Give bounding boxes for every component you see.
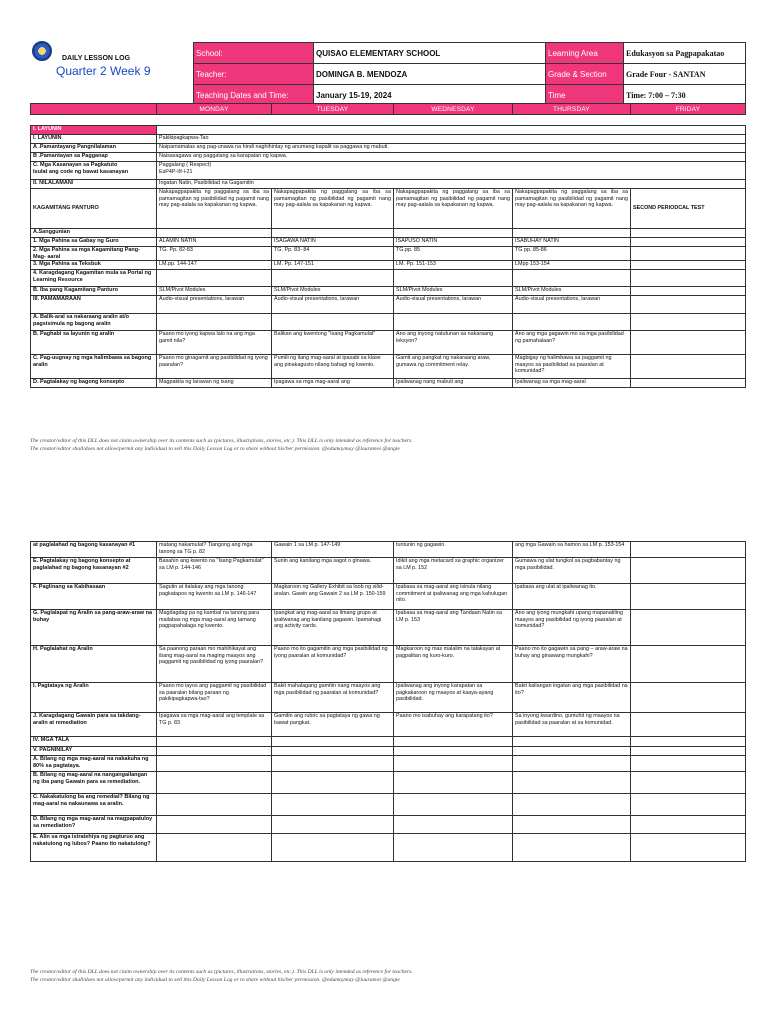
cell-monday: Paano mo iayos ang paggamit ng pasibilidad sa paaralan bilang paraan ng pakikipagkapwa-tao? (157, 683, 272, 713)
cell-wednesday: Paano mo isabuhay ang karapatang ito? (394, 713, 513, 737)
cell-thursday: ISABUHAY NATIN (513, 238, 631, 247)
cell-monday (157, 834, 272, 862)
cell-thursday (513, 737, 631, 747)
cell-friday (631, 713, 746, 737)
cell-thursday: Ipabasa ang ulat at ipaliwanag ito. (513, 584, 631, 610)
quarter-title: Quarter 2 Week 9 (56, 64, 151, 78)
day-wednesday: WEDNESDAY (394, 104, 513, 115)
cell-tuesday (272, 229, 394, 238)
cell-friday (631, 270, 746, 287)
cell-thursday: Bakit kailangan ingatan ang mga pasibilidad na ito? (513, 683, 631, 713)
cell-tuesday (272, 816, 394, 834)
table-row (31, 646, 746, 683)
table-row (31, 153, 746, 162)
cell-monday (157, 756, 272, 772)
cell-wednesday: Ipabasa sa mag-aaral ang isinula nilang commitment at ipaliwanag ang mga kahulugan nito. (394, 584, 513, 610)
cell-wednesday (394, 816, 513, 834)
table-row (31, 355, 746, 379)
row-label: 2. Mga Pahina sa mga Kagamitang Pang- Mag- aaral (31, 247, 157, 261)
cell-thursday (513, 314, 631, 331)
cell-tuesday: Gamitin ang rubric sa pagtataya ng gawa ng bawat pangkat. (272, 713, 394, 737)
cell-tuesday (272, 794, 394, 816)
table-row (31, 834, 746, 862)
cell-wednesday (394, 737, 513, 747)
row-label: I. LAYUNIN (31, 135, 157, 144)
table-row (31, 247, 746, 261)
table-row (31, 162, 746, 180)
lesson-table-page1 (30, 125, 746, 388)
lesson-table-page2 (30, 541, 746, 862)
time-value: Time: 7:00 – 7:30 (624, 85, 746, 106)
row-label: KAGAMITANG PANTURO (31, 189, 157, 229)
cell-wednesday (394, 270, 513, 287)
table-row (31, 610, 746, 646)
cell-thursday: Magbigay ng halimbawa sa paggamit ng maayos sa pasibilidad sa paaralan at komunidad? (513, 355, 631, 379)
cell-tuesday (272, 270, 394, 287)
cell-tuesday (272, 834, 394, 862)
cell-monday: matang nakamulat? Tiangong ang mga tanong sa TG p. 82 (157, 542, 272, 558)
cell-tuesday (272, 314, 394, 331)
row-label: A. Bilang ng mga mag-aaral na nakakuha ng 80% sa pagtataya. (31, 756, 157, 772)
cell-monday (157, 737, 272, 747)
cell-tuesday: Bakit mahalagang gamitin nang maayos ang mga pasibilidad ng paaralan at komunidad? (272, 683, 394, 713)
grade-section-label: Grade & Section (546, 64, 624, 85)
row-span-value: Pakikipagkapwa-Tao (157, 135, 746, 144)
cell-thursday: Gumawa ng ulat tungkol sa pagbabantay ng mga pasibilidad. (513, 558, 631, 584)
cell-monday: ALAMIN NATIN (157, 238, 272, 247)
cell-wednesday: TG.pp. 85 (394, 247, 513, 261)
cell-tuesday: TG. Pp. 83- 84 (272, 247, 394, 261)
row-label: B. Paghabi sa layunin ng aralin (31, 331, 157, 355)
teacher-name: DOMINGA B. MENDOZA (314, 64, 546, 85)
cell-friday (631, 238, 746, 247)
row-label: C. Nakakatulong ba ang remedial? Bilang ng mag-aaral na nakaunawa sa aralin. (31, 794, 157, 816)
row-label: B. Bilang ng mag-aaral na nangangailangan ng iba pang Gawain para sa remediation. (31, 772, 157, 794)
cell-wednesday: Ipaliwanag nang mabuti ang (394, 379, 513, 388)
cell-wednesday: SLM/Pivot Modules (394, 287, 513, 296)
learning-area-value: Edukasyon sa Pagpapakatao (624, 43, 746, 64)
row-label: E. Alin sa mga istratehiya ng pagturuo ang nakatulong ng lubos? Paano ito nakatulong? (31, 834, 157, 862)
row-label: at paglalahad ng bagong kasanayan #1 (31, 542, 157, 558)
cell-friday (631, 610, 746, 646)
cell-friday (631, 756, 746, 772)
cell-tuesday: Pumili ng ilang mag-aaral at ipasabi sa klase ang pinakagusto nilang bahagi ng kwento. (272, 355, 394, 379)
cell-monday: Paano mo iyong kapwa lalo na ang mga gamit nila? (157, 331, 272, 355)
school-name: QUISAO ELEMENTARY SCHOOL (314, 43, 546, 64)
cell-friday (631, 558, 746, 584)
row-label: A .Pamantayang Pangnilalaman (31, 144, 157, 153)
cell-friday (631, 287, 746, 296)
cell-thursday (513, 229, 631, 238)
cell-friday (631, 584, 746, 610)
cell-tuesday (272, 756, 394, 772)
cell-wednesday: Idikit ang mga metacard sa graphic organizer sa LM p. 152 (394, 558, 513, 584)
cell-thursday (513, 756, 631, 772)
cell-thursday: Ipaliwanag sa mga mag-aaral (513, 379, 631, 388)
cell-wednesday: Ipaliwanag ang inyong karapatan sa pagkakaroon ng maayos at kaaya-ayang pasibilidad. (394, 683, 513, 713)
header-table (193, 42, 746, 106)
table-row (31, 229, 746, 238)
row-label: D. Bilang ng mga mag-aaral na magpapatuloy sa remediation? (31, 816, 157, 834)
cell-friday (631, 261, 746, 270)
cell-monday: SLM/Pivot Modules (157, 287, 272, 296)
cell-friday (631, 794, 746, 816)
cell-monday: Ipagawa sa mga mag-aaral ang template sa TG p. 83 (157, 713, 272, 737)
table-row (31, 287, 746, 296)
row-label: III. PAMAMARAAN (31, 296, 157, 314)
teaching-dates: January 15-19, 2024 (314, 85, 546, 106)
dates-label: Teaching Dates and Time: (194, 85, 314, 106)
cell-friday (631, 296, 746, 314)
cell-monday: Sa paanong paraan mo mahihikayat ang ibang mag-aaral na maging maayos ang paggamit ng pasibilidad ng iyong paaralan? (157, 646, 272, 683)
cell-friday (631, 355, 746, 379)
cell-monday (157, 747, 272, 756)
cell-monday: Paano mo ginagamit ang pasibilidad ng iyong paaralan? (157, 355, 272, 379)
cell-thursday (513, 270, 631, 287)
row-label: A. Balik-aral sa nakaraang aralin at/o pagsisimula ng bagong aralin (31, 314, 157, 331)
table-row (31, 189, 746, 229)
cell-tuesday: Nakapagpapakita ng paggalang sa iba sa pamamagitan ng pasibilidad ng pagamit nang may pag-aalala sa kapakanan ng kapwa. (272, 189, 394, 229)
cell-wednesday: Gamit ang pangkat ng nakaraang araw, gumawa ng commitment relay. (394, 355, 513, 379)
cell-wednesday: Magkaroon ng mas malalim na talakayan at pagpalitan ng kuro-kuro. (394, 646, 513, 683)
row-label: V. PAGNINILAY (31, 747, 157, 756)
section-blank (157, 126, 746, 135)
cell-monday: Sagutin at italakay ang mga tanong pagkatapos ng kwento sa LM p. 146-147 (157, 584, 272, 610)
cell-thursday: Ano ang iyong mungkahi upang mapanatiling maayos ang pasibilidad ng iyong paaralan at komunidad? (513, 610, 631, 646)
cell-wednesday: Audio-visual presentations, larawan (394, 296, 513, 314)
cell-tuesday: Paano mo ito gagamitin ang mga pasibilidad ng iyong paaralan at komunidad? (272, 646, 394, 683)
cell-monday: Nakapagpapakita ng paggalang sa iba sa pamamagitan ng pasibilidad ng pagamit nang may pag-aalala sa kapakanan ng kapwa. (157, 189, 272, 229)
table-row (31, 314, 746, 331)
cell-tuesday (272, 772, 394, 794)
table-row (31, 144, 746, 153)
row-label: F. Paglinang sa Kabihasaan (31, 584, 157, 610)
table-row (31, 713, 746, 737)
table-row (31, 772, 746, 794)
cell-thursday: Sa inyong kwardino, gumuhit ng maayos na pasibilidad sa paaralan at sa komunidad. (513, 713, 631, 737)
cell-tuesday: Suriin ang kanilang mga sagot o ginawa. (272, 558, 394, 584)
cell-thursday: Ano ang mga gagawin mo sa mga pasibilidad ng pamahalaan? (513, 331, 631, 355)
disclaimer-page2-line2: The creator/editor shall/does not allow/permit any individual to sell this Daily Lesson Log or to share without his/her permission. @edumaymay @lauramoi @angie (30, 977, 400, 983)
cell-thursday: TG pp. 85-86 (513, 247, 631, 261)
row-label: 1. Mga Pahina sa Gabay ng Guro (31, 238, 157, 247)
row-span-value: Naipamamalas ang pag-unawa na hindi naghihintay ng anumang kapalit sa paggawa ng mabuti. (157, 144, 746, 153)
cell-wednesday (394, 794, 513, 816)
cell-wednesday: Ano ang inyong natutunan sa nakaraang leksyon? (394, 331, 513, 355)
table-row (31, 794, 746, 816)
row-label: D. Pagtalakay ng bagong konsepto (31, 379, 157, 388)
time-label: Time (546, 85, 624, 106)
cell-thursday: LMpp 153-154 (513, 261, 631, 270)
table-row (31, 737, 746, 747)
cell-friday (631, 379, 746, 388)
table-row (31, 683, 746, 713)
teacher-label: Teacher: (194, 64, 314, 85)
cell-monday: Audio-visual presentations, larawan (157, 296, 272, 314)
cell-thursday: ang mga Gawain sa hamon sa LM p. 153-154 (513, 542, 631, 558)
cell-friday (631, 314, 746, 331)
table-row (31, 126, 746, 135)
cell-tuesday: ISAGAWA NATIN (272, 238, 394, 247)
cell-monday: LM.pp. 144-147 (157, 261, 272, 270)
cell-thursday: Paano mo ito gagawin sa pang – araw-araw na buhay ang ginawang mungkahi? (513, 646, 631, 683)
row-span-value: Ingatan Natin, Pasibilidad na Gagamitin (157, 180, 746, 189)
table-row (31, 584, 746, 610)
table-row (31, 270, 746, 287)
cell-monday (157, 270, 272, 287)
table-row (31, 238, 746, 247)
learning-area-label: Learning Area (546, 43, 624, 64)
disclaimer-page1-line1: The creator/editor of this DLL does not claim ownership over its contents such as (pictures, illustrations, stories, etc.). This DLL is only intended as reference for teachers. (30, 438, 413, 444)
cell-wednesday: LM. Pp. 151-153 (394, 261, 513, 270)
row-label: C. Mga Kasanayan sa Pagkatuto Isulat ang code ng bawat kasanayan (31, 162, 157, 180)
cell-thursday: SLM/Pivot Modules (513, 287, 631, 296)
cell-monday: Basahin ang kwento na "Isang Pagkamulat" sa LM p. 144-146 (157, 558, 272, 584)
cell-wednesday (394, 756, 513, 772)
cell-monday: Magdagdag pa ng kambal na tanong para mailabas ng mga mag-aaral ang tamang pagpapahalaga ng kwento. (157, 610, 272, 646)
cell-thursday (513, 834, 631, 862)
cell-monday: Magpakita ng larawan ng isang (157, 379, 272, 388)
cell-thursday: Nakapagpapakita ng paggalang sa iba sa pamamagitan ng pasibilidad ng pagamit nang may pag-aalala sa kapakanan ng kapwa. (513, 189, 631, 229)
cell-tuesday: Magkaroon ng Gallery Exhibit sa loob ng silid-aralan. Gawin ang Gawain 2 sa LM p. 150-159 (272, 584, 394, 610)
cell-monday (157, 314, 272, 331)
row-label: C. Pag-uugnay ng mga halimbawa sa bagong aralin (31, 355, 157, 379)
cell-tuesday: LM. Pp. 147-151 (272, 261, 394, 270)
row-label: I. Pagtataya ng Aralin (31, 683, 157, 713)
row-label: B. Iba pang Kagamitang Panturo (31, 287, 157, 296)
cell-friday (631, 247, 746, 261)
day-tuesday: TUESDAY (272, 104, 394, 115)
row-label: E. Pagtalakay ng bagong konsepto at paglalahad ng bagong kasanayan #2 (31, 558, 157, 584)
cell-tuesday: SLM/Pivot Modules (272, 287, 394, 296)
doc-type-label: DAILY LESSON LOG (62, 55, 131, 62)
row-label: II. NILALAMAN/ (31, 180, 157, 189)
row-span-value: Paggalang ( Respect) EsP4P-IIf-i-21 (157, 162, 746, 180)
cell-friday (631, 747, 746, 756)
cell-tuesday: Ipangkat ang mag-aaral sa limang grupo at ipaliwanag ang kanilang gagawin. Ipamahagi ang activity cards. (272, 610, 394, 646)
cell-wednesday: Ipabasa sa mag-aaral ang Tandaan Natin sa LM p. 153 (394, 610, 513, 646)
table-row (31, 756, 746, 772)
row-label: 3. Mga Pahina sa Teksbuk (31, 261, 157, 270)
table-row (31, 180, 746, 189)
disclaimer-page1-line2: The creator/editor shall/does not allow/permit any individual to sell this Daily Lesson Log or to share without his/her permission. @edumaymay @lauramoi @angie (30, 446, 400, 452)
deped-seal-logo (32, 41, 52, 61)
row-label: J. Karagdagang Gawain para sa takdang- aralin at remediation (31, 713, 157, 737)
cell-wednesday (394, 834, 513, 862)
cell-wednesday: ISAPUSO NATIN (394, 238, 513, 247)
row-label: IV. MGA TALA (31, 737, 157, 747)
row-label: H. Paglalahat ng Aralin (31, 646, 157, 683)
cell-wednesday: Nakapagpapakita ng paggalang sa iba sa pamamagitan ng pasibilidad ng pagamit nang may pag-aalala sa kapakanan ng kapwa. (394, 189, 513, 229)
cell-tuesday: Ipagawa sa mga mag-aaral ang (272, 379, 394, 388)
cell-wednesday (394, 229, 513, 238)
cell-thursday: Audio-visual presentations, larawan (513, 296, 631, 314)
row-label: G. Paglalapat ng Aralin sa pang-araw-araw na buhay (31, 610, 157, 646)
cell-wednesday (394, 747, 513, 756)
cell-wednesday (394, 772, 513, 794)
cell-friday (631, 772, 746, 794)
row-span-value: Naisasagawa ang paggalang sa karapatan ng kapwa. (157, 153, 746, 162)
cell-friday (631, 816, 746, 834)
row-label: B .Pamantayan sa Pagganap (31, 153, 157, 162)
cell-tuesday: Gawain 1 sa LM p. 147-149 (272, 542, 394, 558)
cell-friday (631, 229, 746, 238)
cell-wednesday (394, 314, 513, 331)
table-row (31, 296, 746, 314)
day-friday: FRIDAY (631, 104, 746, 115)
days-header (30, 103, 746, 115)
cell-tuesday: Balikan ang kwentong "Isang Pagkamulat" (272, 331, 394, 355)
cell-friday (631, 834, 746, 862)
cell-friday (631, 542, 746, 558)
cell-wednesday: tuntunin ng gagawin. (394, 542, 513, 558)
day-thursday: THURSDAY (513, 104, 631, 115)
cell-friday: SECOND PERIODCAL TEST (631, 189, 746, 229)
cell-monday: TG. Pp. 82-83 (157, 247, 272, 261)
cell-thursday (513, 772, 631, 794)
school-label: School: (194, 43, 314, 64)
table-row (31, 747, 746, 756)
cell-tuesday (272, 747, 394, 756)
cell-friday (631, 646, 746, 683)
table-row (31, 558, 746, 584)
cell-monday (157, 229, 272, 238)
cell-thursday (513, 816, 631, 834)
disclaimer-page2-line1: The creator/editor of this DLL does not claim ownership over its contents such as (pictures, illustrations, stories, etc.). This DLL is only intended as reference for teachers. (30, 969, 413, 975)
table-row (31, 816, 746, 834)
cell-friday (631, 331, 746, 355)
row-label: A.Sanggunian (31, 229, 157, 238)
row-label: 4. Karagdagang Kagamitan mula sa Portal ng Learning Resource (31, 270, 157, 287)
cell-monday (157, 816, 272, 834)
day-monday: MONDAY (157, 104, 272, 115)
table-row (31, 135, 746, 144)
cell-monday (157, 794, 272, 816)
cell-friday (631, 737, 746, 747)
cell-tuesday: Audio-visual presentations, larawan (272, 296, 394, 314)
grade-section-value: Grade Four - SANTAN (624, 64, 746, 85)
cell-thursday (513, 747, 631, 756)
cell-friday (631, 683, 746, 713)
table-row (31, 331, 746, 355)
table-row (31, 261, 746, 270)
table-row (31, 542, 746, 558)
table-row (31, 379, 746, 388)
cell-tuesday (272, 737, 394, 747)
cell-thursday (513, 794, 631, 816)
row-label: I. LAYUNIN (31, 126, 157, 135)
days-corner (31, 104, 157, 115)
cell-monday (157, 772, 272, 794)
